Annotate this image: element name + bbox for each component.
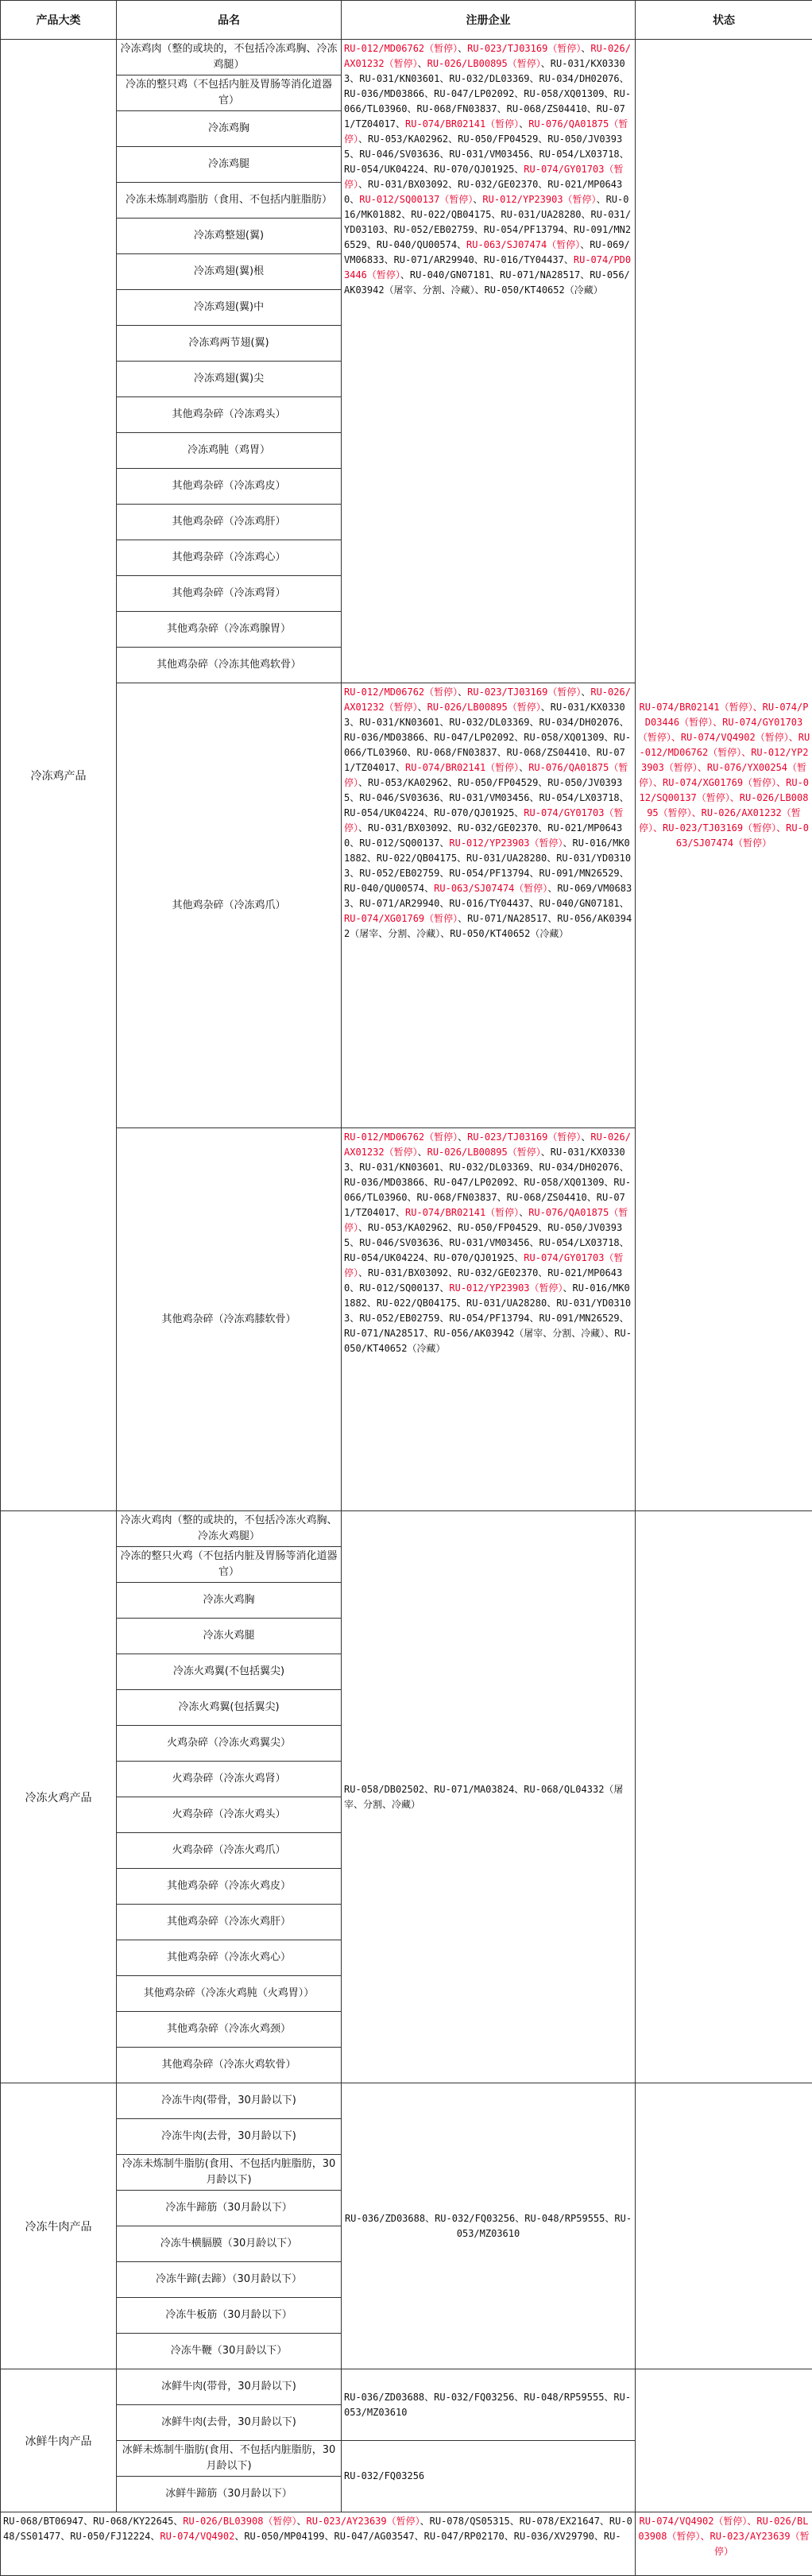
header-enterprise: 注册企业 bbox=[342, 1, 636, 40]
chicken-enterprises-3 bbox=[342, 1128, 636, 1511]
table-row bbox=[1, 40, 812, 75]
product-cell: 冷冻火鸡翼(包括翼尖) bbox=[117, 1690, 342, 1726]
product-cell: 其他鸡杂碎（冷冻火鸡软骨） bbox=[117, 2048, 342, 2083]
enterprise-text: 、RU-069/VM06833、RU-071/AR29940、RU-016/TY04437、 bbox=[344, 239, 630, 265]
category-chicken: 冷冻鸡产品 bbox=[1, 40, 117, 1511]
suspended-entry: RU-074/GY01703（暂停） bbox=[344, 164, 623, 190]
suspended-entry: RU-074/PD03446（暂停） bbox=[344, 254, 631, 280]
enterprise-text: 、RU-040/GN07181、RU-071/NA28517、RU-056/AK03942（屠宰、分割、冷藏）、RU-050/KT40652（冷藏） bbox=[344, 269, 630, 296]
product-cell: 其他鸡杂碎（冷冻火鸡颈） bbox=[117, 2012, 342, 2048]
chicken-status bbox=[636, 40, 812, 1511]
enterprise-text: 、 bbox=[581, 43, 590, 54]
product-cell: 火鸡杂碎（冷冻火鸡头） bbox=[117, 1797, 342, 1833]
product-cell: 冷冻牛肉(去骨，30月龄以下) bbox=[117, 2119, 342, 2155]
enterprise-text: 、 bbox=[458, 43, 467, 54]
product-cell: 冷冻牛板筋（30月龄以下） bbox=[117, 2298, 342, 2334]
product-cell: 冰鲜未炼制牛脂肪(食用、不包括内脏脂肪，30月龄以下) bbox=[117, 2441, 342, 2477]
suspended-entry: RU-074/BR02141（暂停）、RU-074/PD03446（暂停）、RU-074/GY01703（暂停）、RU-074/VQ4902（暂停）、RU-012/MD06762（暂停）、RU-012/YP23903（暂停）、RU-076/YX00254（暂停）、RU-074/XG01769（暂停）、RU-012/SQ00137（暂停）、RU-026/LB00895（暂停）、RU-026/AX01232（暂停）、RU-023/TJ03169（暂停）、RU-063/SJ07474（暂停） bbox=[638, 702, 810, 849]
enterprise-text: 、 bbox=[458, 1131, 467, 1143]
enterprise-text: 、RU-031/BX03092、RU-032/GE02370、RU-021/MP06430、RU-012/SQ00137、 bbox=[344, 822, 622, 849]
suspended-entry: RU-063/SJ07474（暂停） bbox=[434, 883, 547, 894]
enterprise-text: 、RU-053/KA02962、RU-050/FP04529、RU-050/JV03935、RU-046/SV03636、RU-031/VM03456、RU-054/LX03718、RU-054/UK04224、RU-070/QJ01925、 bbox=[344, 133, 629, 175]
category-fresh-beef: 冰鲜牛肉产品 bbox=[1, 2369, 117, 2512]
product-cell: 冷冻火鸡肉（整的或块的，不包括冷冻火鸡胸、冷冻火鸡腿） bbox=[117, 1511, 342, 1547]
suspended-entry: RU-074/VQ4902 bbox=[160, 2531, 234, 2542]
product-cell: 其他鸡杂碎（冷冻鸡肾） bbox=[117, 576, 342, 612]
product-cell: 其他鸡杂碎（冷冻火鸡心） bbox=[117, 1940, 342, 1976]
header-status: 状态 bbox=[636, 1, 812, 40]
product-cell: 冷冻鸡翅(翼)尖 bbox=[117, 362, 342, 397]
chicken-enterprises-2 bbox=[342, 683, 636, 1128]
enterprise-text: 、 bbox=[418, 58, 427, 69]
product-cell: 冷冻鸡翅(翼)中 bbox=[117, 290, 342, 326]
table-row bbox=[1, 2083, 812, 2119]
suspended-entry: RU-012/SQ00137（暂停） bbox=[359, 194, 473, 205]
product-cell: 冰鲜牛肉(去骨，30月龄以下) bbox=[117, 2405, 342, 2441]
category-turkey: 冷冻火鸡产品 bbox=[1, 1511, 117, 2083]
suspended-entry: RU-074/GY01703（暂停） bbox=[344, 1252, 623, 1278]
enterprise-text: 、 bbox=[581, 687, 590, 698]
enterprise-text: RU-031/KX03303、RU-031/KN03601、RU-032/DL03369、RU-034/DH02076、RU-036/MD03866、RU-047/LP02092、RU-058/XQ01309、RU-066/TL03960、RU-068/FN03837、RU-068/ZS04410、RU-071/TZ04017、 bbox=[344, 58, 631, 130]
enterprise-text: 、 bbox=[541, 1147, 551, 1158]
suspended-entry: RU-012/YP23903（暂停） bbox=[449, 1282, 563, 1294]
product-cell: 冷冻火鸡胸 bbox=[117, 1583, 342, 1619]
suspended-entry: RU-026/LB00895（暂停） bbox=[427, 702, 541, 713]
suspended-entry: RU-012/YP23903（暂停） bbox=[449, 837, 563, 849]
product-cell: 冷冻牛横膈膜（30月龄以下） bbox=[117, 2226, 342, 2262]
enterprise-text: 、 bbox=[541, 702, 551, 713]
enterprise-text: 、 bbox=[541, 58, 551, 69]
category-beef: 冷冻牛肉产品 bbox=[1, 2083, 117, 2369]
suspended-entry: RU-074/VQ4902（暂停）、RU-026/BL03908（暂停）、RU-023/AY23639（暂停） bbox=[638, 2516, 809, 2557]
suspended-entry: RU-074/XG01769（暂停） bbox=[344, 913, 458, 924]
table-row bbox=[1, 2512, 812, 2576]
suspended-entry: RU-026/LB00895（暂停） bbox=[427, 58, 541, 69]
product-cell: 冷冻的整只鸡（不包括内脏及胃肠等消化道器官） bbox=[117, 75, 342, 111]
product-cell: 其他鸡杂碎（冷冻鸡头） bbox=[117, 397, 342, 433]
suspended-entry: RU-074/BR02141（暂停） bbox=[405, 762, 519, 773]
suspended-entry: RU-026/AX01232（暂停） bbox=[344, 43, 631, 69]
suspended-entry: RU-026/LB00895（暂停） bbox=[427, 1147, 541, 1158]
suspended-entry: RU-063/SJ07474（暂停） bbox=[466, 239, 580, 250]
suspended-entry: RU-076/QA01875（暂停） bbox=[344, 762, 628, 788]
product-cell: 其他鸡杂碎（冷冻鸡肝） bbox=[117, 505, 342, 540]
enterprise-text: RU-068/BT06947、RU-068/KY22645、 bbox=[3, 2516, 183, 2527]
product-cell: 冷冻鸡胸 bbox=[117, 111, 342, 147]
beef-status bbox=[636, 2083, 812, 2369]
suspended-entry: RU-023/TJ03169（暂停） bbox=[467, 1131, 581, 1143]
product-cell: 其他鸡杂碎（冷冻鸡爪） bbox=[117, 683, 342, 1128]
product-cell: 其他鸡杂碎（冷冻鸡膝软骨） bbox=[117, 1128, 342, 1511]
enterprise-text: RU-031/KX03303、RU-031/KN03601、RU-032/DL03369、RU-034/DH02076、RU-036/MD03866、RU-047/LP02092、RU-058/XQ01309、RU-066/TL03960、RU-068/FN03837、RU-068/ZS04410、RU-071/TZ04017、 bbox=[344, 1147, 631, 1218]
product-cell: 冷冻未炼制鸡脂肪（食用、不包括内脏脂肪） bbox=[117, 183, 342, 219]
product-cell: 冰鲜牛肉(带骨，30月龄以下) bbox=[117, 2369, 342, 2405]
product-cell: 其他鸡杂碎（冷冻火鸡皮） bbox=[117, 1869, 342, 1905]
product-cell: 冰鲜牛蹄筋（30月龄以下） bbox=[117, 2477, 342, 2512]
product-cell: 冷冻牛肉(带骨，30月龄以下) bbox=[117, 2083, 342, 2119]
enterprise-text: 、 bbox=[458, 687, 467, 698]
product-cell: 其他鸡杂碎（冷冻火鸡肝） bbox=[117, 1905, 342, 1940]
enterprise-text: 、RU-016/MK01882、RU-022/QB04175、RU-031/UA28280、RU-031/YD03103、RU-052/EB02759、RU-054/PF13794、RU-091/MN26529、RU-071/NA28517、RU-056/AK03942（屠宰、分割、冷藏）、RU-050/KT40652（冷藏） bbox=[344, 1282, 632, 1354]
turkey-status bbox=[636, 1511, 812, 2083]
product-cell: 火鸡杂碎（冷冻火鸡爪） bbox=[117, 1833, 342, 1869]
suspended-entry: RU-076/QA01875（暂停） bbox=[344, 118, 628, 145]
enterprise-text: 、 bbox=[473, 194, 482, 205]
product-cell: 其他鸡杂碎（冷冻鸡心） bbox=[117, 540, 342, 576]
suspended-entry: RU-023/AY23639（暂停） bbox=[306, 2516, 420, 2527]
suspended-entry: RU-074/BR02141（暂停） bbox=[405, 118, 519, 130]
product-cell: 其他鸡杂碎（冷冻火鸡肫（火鸡胃）） bbox=[117, 1976, 342, 2012]
enterprise-text: 、RU-071/NA28517、RU-056/AK03942（屠宰、分割、冷藏）、RU-050/KT40652（冷藏） bbox=[344, 913, 632, 939]
suspended-entry: RU-074/GY01703（暂停） bbox=[344, 807, 623, 834]
enterprise-text: 、 bbox=[296, 2516, 306, 2527]
product-cell: 冷冻牛蹄筋（30月龄以下） bbox=[117, 2191, 342, 2226]
product-cell: 冷冻的整只火鸡（不包括内脏及胃肠等消化道器官） bbox=[117, 1547, 342, 1583]
suspended-entry: RU-012/YP23903（暂停） bbox=[482, 194, 596, 205]
product-cell: 冷冻牛蹄(去蹄）（30月龄以下） bbox=[117, 2262, 342, 2298]
product-cell: 冷冻未炼制牛脂肪(食用、不包括内脏脂肪，30月龄以下) bbox=[117, 2155, 342, 2191]
enterprise-text: 、RU-016/MK01882、RU-022/QB04175、RU-031/UA28280、RU-031/YD03103、RU-052/EB02759、RU-054/PF13794、RU-091/MN26529、RU-040/QU00574、 bbox=[344, 194, 631, 250]
enterprise-text: 、RU-050/MP04199、RU-047/AG03547、RU-047/RP02170、RU-036/XV29790、RU- bbox=[234, 2531, 621, 2542]
header-product: 品名 bbox=[117, 1, 342, 40]
product-cell: 冷冻鸡肫（鸡胃） bbox=[117, 433, 342, 469]
chicken-enterprises-1 bbox=[342, 40, 636, 683]
beef-enterprises: RU-036/ZD03688、RU-032/FQ03256、RU-048/RP59555、RU-053/MZ03610 bbox=[342, 2083, 636, 2369]
enterprise-text: 、RU-031/BX03092、RU-032/GE02370、RU-021/MP06430、 bbox=[344, 179, 622, 205]
suspended-entry: RU-012/MD06762（暂停） bbox=[344, 43, 458, 54]
suspended-entry: RU-023/TJ03169（暂停） bbox=[467, 687, 581, 698]
suspended-entry: RU-026/AX01232（暂停） bbox=[344, 1131, 631, 1158]
enterprise-text: 、 bbox=[519, 762, 528, 773]
enterprise-text: 、 bbox=[581, 1131, 590, 1143]
enterprise-text: 、 bbox=[418, 1147, 427, 1158]
enterprise-text: 、RU-078/QS05315、RU-078/EX21647、RU-048/SS01477、RU-050/FJ12224、 bbox=[3, 2516, 632, 2542]
suspended-entry: RU-074/BR02141（暂停） bbox=[405, 1207, 519, 1218]
bottom-status bbox=[636, 2512, 812, 2576]
fresh-enterprises-1: RU-036/ZD03688、RU-032/FQ03256、RU-048/RP59555、RU-053/MZ03610 bbox=[342, 2369, 636, 2441]
product-cell: 火鸡杂碎（冷冻火鸡肾） bbox=[117, 1762, 342, 1797]
product-cell: 其他鸡杂碎（冷冻鸡腺胃） bbox=[117, 612, 342, 648]
enterprise-text: 、 bbox=[519, 118, 528, 130]
enterprise-text: 、RU-069/VM06833、RU-071/AR29940、RU-016/TY04437、RU-040/GN07181、 bbox=[344, 883, 632, 909]
suspended-entry: RU-026/BL03908（暂停） bbox=[183, 2516, 296, 2527]
enterprise-text: 、RU-053/KA02962、RU-050/FP04529、RU-050/JV03935、RU-046/SV03636、RU-031/VM03456、RU-054/LX03718、RU-054/UK04224、RU-070/QJ01925、 bbox=[344, 777, 629, 818]
fresh-status bbox=[636, 2369, 812, 2512]
product-cell: 冷冻鸡整翅(翼) bbox=[117, 219, 342, 254]
product-cell: 冷冻火鸡腿 bbox=[117, 1619, 342, 1654]
suspended-entry: RU-012/MD06762（暂停） bbox=[344, 1131, 458, 1143]
product-cell: 冷冻牛鞭（30月龄以下） bbox=[117, 2334, 342, 2369]
table-row bbox=[1, 2369, 812, 2405]
suspended-entry: RU-026/AX01232（暂停） bbox=[344, 687, 631, 713]
suspended-entry: RU-012/MD06762（暂停） bbox=[344, 687, 458, 698]
product-cell: 冷冻鸡肉（整的或块的，不包括冷冻鸡胸、冷冻鸡腿） bbox=[117, 40, 342, 75]
enterprise-text: 、 bbox=[519, 1207, 528, 1218]
suspended-entry: RU-023/TJ03169（暂停） bbox=[467, 43, 581, 54]
enterprise-text: 、RU-053/KA02962、RU-050/FP04529、RU-050/JV03935、RU-046/SV03636、RU-031/VM03456、RU-054/LX03718、RU-054/UK04224、RU-070/QJ01925、 bbox=[344, 1222, 629, 1263]
product-cell: 冷冻火鸡翼(不包括翼尖) bbox=[117, 1654, 342, 1690]
product-cell: 冷冻鸡翅(翼)根 bbox=[117, 254, 342, 290]
table-row bbox=[1, 1511, 812, 1547]
bottom-enterprises bbox=[1, 2512, 636, 2576]
fresh-enterprises-2: RU-032/FQ03256 bbox=[342, 2441, 636, 2512]
turkey-enterprises: RU-058/DB02502、RU-071/MA03824、RU-068/QL04332（屠宰、分割、冷藏） bbox=[342, 1511, 636, 2083]
product-cell: 冷冻鸡腿 bbox=[117, 147, 342, 183]
header-row bbox=[1, 1, 812, 40]
product-cell: 火鸡杂碎（冷冻火鸡翼尖） bbox=[117, 1726, 342, 1762]
product-cell: 冷冻鸡两节翅(翼) bbox=[117, 326, 342, 362]
enterprise-text: 、 bbox=[418, 702, 427, 713]
enterprise-text: 、RU-016/MK01882、RU-022/QB04175、RU-031/UA28280、RU-031/YD03103、RU-052/EB02759、RU-054/PF13794、RU-091/MN26529、RU-040/QU00574、 bbox=[344, 837, 631, 894]
enterprise-text: RU-031/KX03303、RU-031/KN03601、RU-032/DL03369、RU-034/DH02076、RU-036/MD03866、RU-047/LP02092、RU-058/XQ01309、RU-066/TL03960、RU-068/FN03837、RU-068/ZS04410、RU-071/TZ04017、 bbox=[344, 702, 631, 773]
suspended-entry: RU-076/QA01875（暂停） bbox=[344, 1207, 628, 1233]
header-category: 产品大类 bbox=[1, 1, 117, 40]
enterprise-text: 、RU-031/BX03092、RU-032/GE02370、RU-021/MP06430、RU-012/SQ00137、 bbox=[344, 1267, 622, 1294]
product-cell: 其他鸡杂碎（冷冻鸡皮） bbox=[117, 469, 342, 505]
product-cell: 其他鸡杂碎（冷冻其他鸡软骨） bbox=[117, 648, 342, 683]
